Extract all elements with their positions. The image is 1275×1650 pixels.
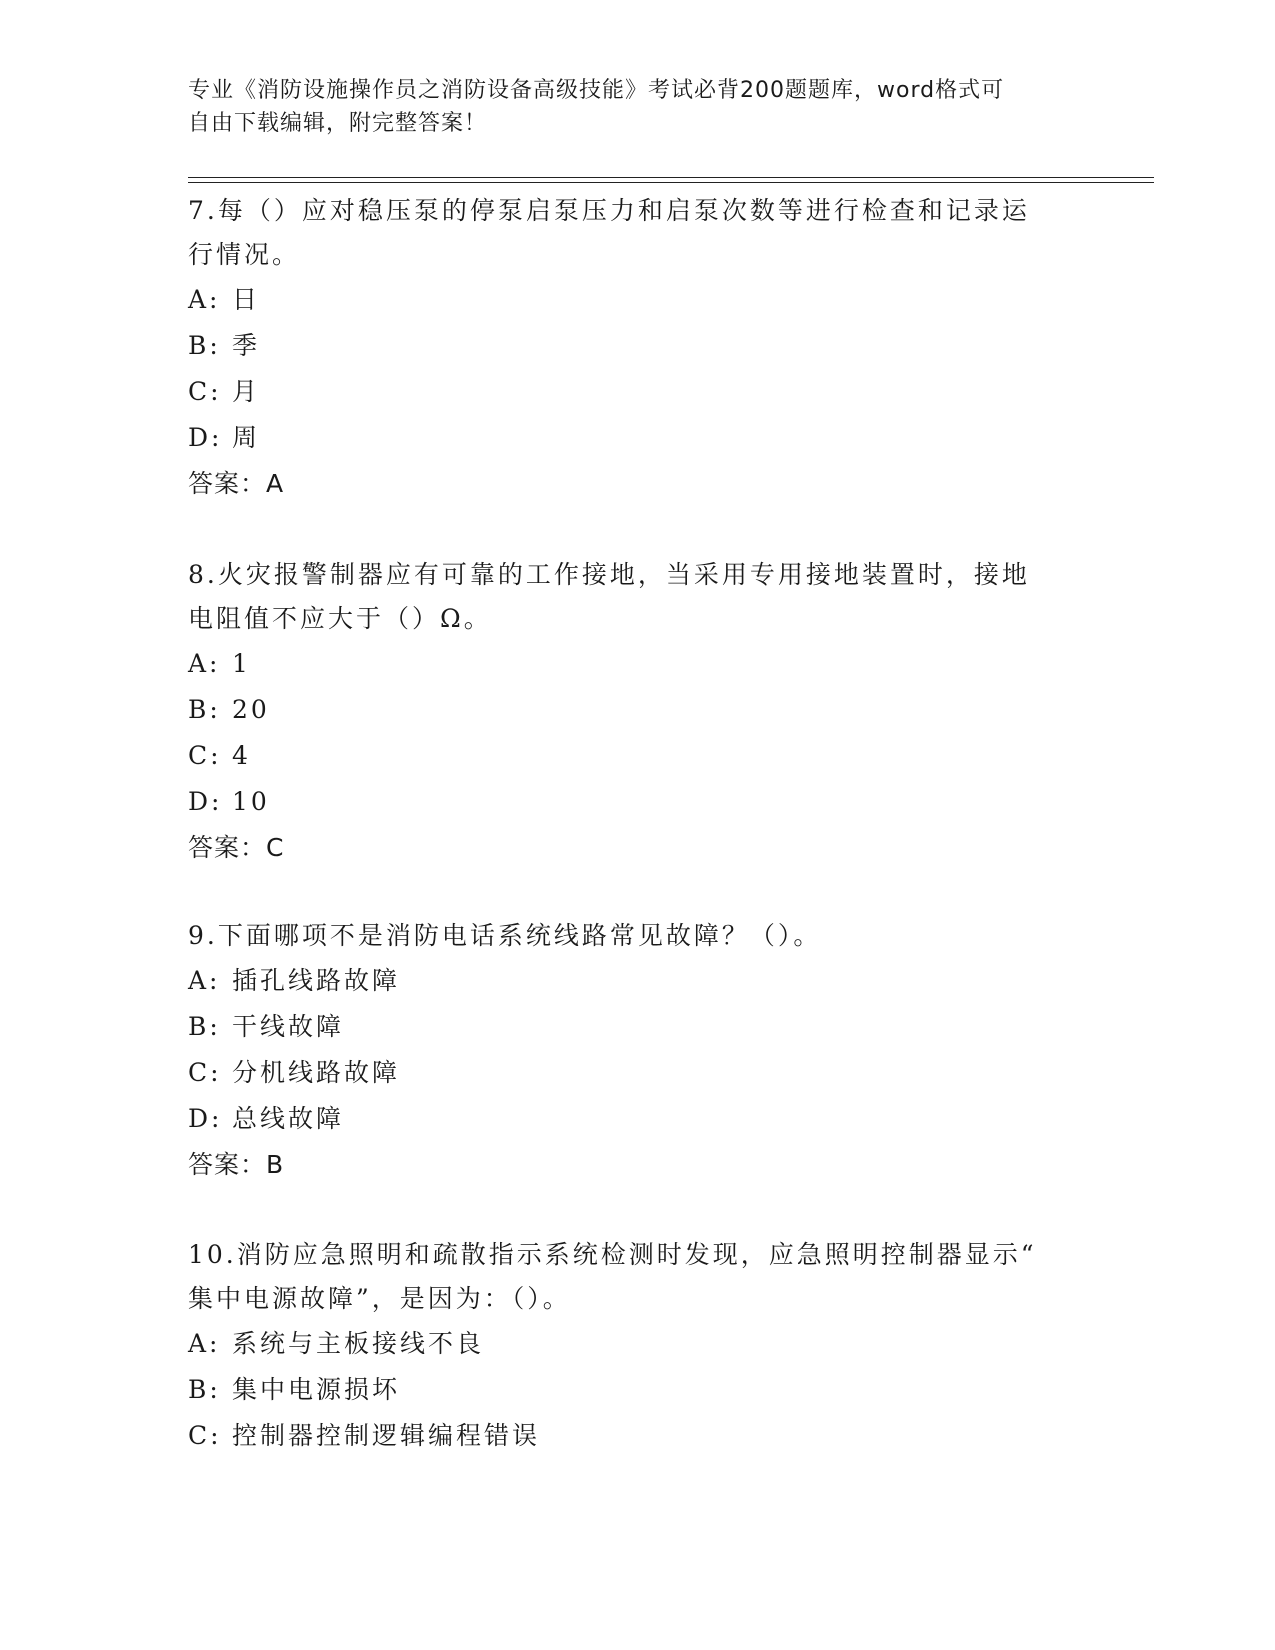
question-stem-line: 9.下面哪项不是消防电话系统线路常见故障？（）。: [188, 921, 822, 950]
option-b: [188, 1367, 1088, 1413]
option-key: A:: [188, 1329, 221, 1358]
option-a: [188, 641, 1088, 687]
option-d: [188, 1096, 1088, 1142]
question-stem-line: 行情况。: [188, 240, 301, 269]
question-stem: [188, 914, 1088, 958]
option-key: A:: [188, 649, 221, 678]
option-key: C:: [188, 741, 222, 770]
option-text: 控制器控制逻辑编程错误: [232, 1421, 541, 1450]
option-text: 分机线路故障: [232, 1058, 401, 1087]
question-stem-line: 7.每（）应对稳压泵的停泵启泵压力和启泵次数等进行检查和记录运: [188, 196, 1030, 225]
question-8: [188, 553, 1088, 871]
option-text: 20: [232, 695, 270, 724]
option-text: 4: [232, 741, 251, 770]
option-text: 总线故障: [232, 1104, 345, 1133]
option-text: 干线故障: [232, 1012, 345, 1041]
option-text: 季: [232, 331, 261, 360]
option-key: D:: [188, 423, 223, 452]
question-stem: [188, 553, 1088, 641]
header-divider-bottom: [188, 182, 1154, 183]
option-key: C:: [188, 1421, 222, 1450]
option-key: B:: [188, 695, 221, 724]
option-text: 插孔线路故障: [232, 966, 401, 995]
option-c: [188, 733, 1088, 779]
option-key: D:: [188, 787, 223, 816]
header-divider-top: [188, 177, 1154, 178]
option-key: A:: [188, 285, 221, 314]
question-7: [188, 189, 1088, 507]
option-c: [188, 369, 1088, 415]
answer-line: 答案：A: [188, 469, 285, 498]
option-d: [188, 415, 1088, 461]
option-a: [188, 277, 1088, 323]
question-stem-line: 8.火灾报警制器应有可靠的工作接地，当采用专用接地装置时，接地: [188, 560, 1030, 589]
option-key: C:: [188, 377, 222, 406]
answer-line: 答案：C: [188, 833, 285, 862]
question-stem: [188, 1233, 1088, 1321]
question-stem-line: 电阻值不应大于（）Ω。: [188, 604, 492, 633]
option-key: B:: [188, 1375, 221, 1404]
option-text: 月: [232, 377, 261, 406]
option-text: 10: [232, 787, 270, 816]
option-b: [188, 1004, 1088, 1050]
option-key: B:: [188, 331, 221, 360]
question-9: [188, 914, 1088, 1188]
option-text: 集中电源损坏: [232, 1375, 401, 1404]
header-line-2: 自由下载编辑，附完整答案！: [188, 111, 488, 136]
question-stem-line: 集中电源故障”，是因为：（）。: [188, 1284, 571, 1313]
option-text: 周: [232, 423, 261, 452]
option-key: A:: [188, 966, 221, 995]
header-line-1: 专业《消防设施操作员之消防设备高级技能》考试必背200题题库，word格式可: [188, 78, 1005, 103]
question-stem-line: 10.消防应急照明和疏散指示系统检测时发现，应急照明控制器显示“: [188, 1240, 1037, 1269]
option-c: [188, 1050, 1088, 1096]
option-key: C:: [188, 1058, 222, 1087]
answer-line: 答案：B: [188, 1150, 285, 1179]
option-text: 日: [232, 285, 261, 314]
question-stem: [188, 189, 1088, 277]
option-text: 系统与主板接线不良: [232, 1329, 485, 1358]
option-key: B:: [188, 1012, 221, 1041]
question-10: [188, 1233, 1088, 1459]
option-b: [188, 323, 1088, 369]
option-c: [188, 1413, 1088, 1459]
option-a: [188, 958, 1088, 1004]
option-b: [188, 687, 1088, 733]
option-text: 1: [232, 649, 251, 678]
option-d: [188, 779, 1088, 825]
option-a: [188, 1321, 1088, 1367]
document-header: [188, 74, 1088, 140]
option-key: D:: [188, 1104, 223, 1133]
